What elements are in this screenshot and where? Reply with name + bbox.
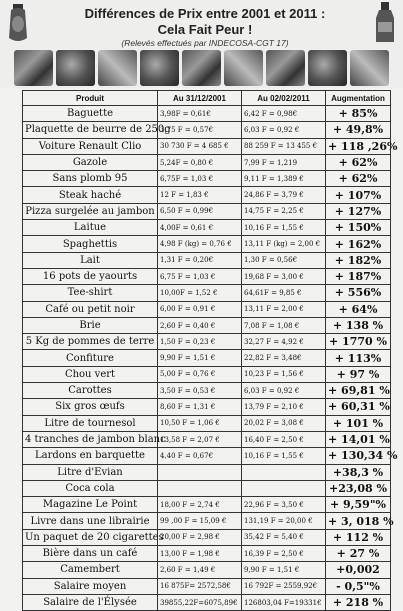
increase-cell: + 27 % (326, 546, 391, 562)
product-cell: 16 pots de yaourts (23, 268, 158, 284)
increase-cell: + 9,59"% (326, 497, 391, 513)
product-cell: Coca cola (23, 480, 158, 496)
table-row (23, 431, 391, 447)
price-2011-cell: 22,82 F = 3,48€ (242, 350, 326, 366)
product-cell: Sans plomb 95 (23, 171, 158, 187)
table-row (23, 154, 391, 170)
product-cell: Lait (23, 252, 158, 268)
table-row (23, 497, 391, 513)
price-2011-cell: 19,68 F = 3,00 € (242, 268, 326, 284)
price-2011-cell: 13,11 F = 2,00 € (242, 301, 326, 317)
price-2011-cell: 126803,04 F=19331€ (242, 594, 326, 610)
product-cell: Magazine Le Point (23, 497, 158, 513)
product-cell: Laitue (23, 220, 158, 236)
table-row (23, 366, 391, 382)
price-2001-cell: 1,50 F = 0,23 € (158, 334, 242, 350)
price-2011-cell: 7,99 F = 1,219 (242, 154, 326, 170)
product-cell: Spaghettis (23, 236, 158, 252)
product-cell: Steak haché (23, 187, 158, 203)
table-row (23, 562, 391, 578)
price-2001-cell (158, 464, 242, 480)
increase-cell: + 3, 018 % (326, 513, 391, 529)
increase-cell: + 556% (326, 285, 391, 301)
price-2011-cell: 88 259 F = 13 455 € (242, 138, 326, 154)
price-2011-cell (242, 480, 326, 496)
table-row (23, 529, 391, 545)
price-2001-cell (158, 480, 242, 496)
product-cell: Tee-shirt (23, 285, 158, 301)
price-2011-cell: 24,86 F = 3,79 € (242, 187, 326, 203)
food-photo (14, 50, 53, 86)
price-2001-cell: 18,00 F = 2,74 € (158, 497, 242, 513)
product-cell: Litre d'Evian (23, 464, 158, 480)
table-row (23, 350, 391, 366)
column-header-2011: Au 02/02/2011 (242, 91, 326, 106)
food-photo (140, 50, 179, 86)
increase-cell: + 138 % (326, 317, 391, 333)
product-cell: Lardons en barquette (23, 448, 158, 464)
pepper-grinder-icon (3, 2, 33, 44)
price-2001-cell: 3,75 F = 0,57€ (158, 122, 242, 138)
price-2011-cell: 9,90 F = 1,51 € (242, 562, 326, 578)
price-2011-cell: 131,19 F = 20,00 € (242, 513, 326, 529)
increase-cell: + 150% (326, 220, 391, 236)
increase-cell: + 69,81 % (326, 383, 391, 399)
table-row (23, 334, 391, 350)
increase-cell: +23,08 % (326, 480, 391, 496)
title-line-1: Différences de Prix entre 2001 et 2011 : (84, 6, 326, 21)
food-photo (266, 50, 305, 86)
price-2011-cell: 14,75 F = 2,25 € (242, 203, 326, 219)
price-2001-cell: 4,40 F = 0,67€ (158, 448, 242, 464)
price-2001-cell: 2,60 F = 0,40 € (158, 317, 242, 333)
price-2001-cell: 30 730 F = 4 685 € (158, 138, 242, 154)
price-2001-cell: 5,24F = 0,80 € (158, 154, 242, 170)
product-cell: Salaire moyen (23, 578, 158, 594)
increase-cell: + 97 % (326, 366, 391, 382)
increase-cell: + 101 % (326, 415, 391, 431)
food-photo (182, 50, 221, 86)
price-2001-cell: 10,50 F = 1,06 € (158, 415, 242, 431)
price-2001-cell: 8,60 F = 1,31 € (158, 399, 242, 415)
table-row (23, 594, 391, 610)
price-2001-cell: 1,31 F = 0,20€ (158, 252, 242, 268)
increase-cell: - 0,5"% (326, 578, 391, 594)
increase-cell: + 130,34 % (326, 448, 391, 464)
increase-cell: +38,3 % (326, 464, 391, 480)
page-title (55, 6, 355, 38)
table-body (23, 106, 398, 611)
increase-cell: + 112 % (326, 529, 391, 545)
product-cell: Plaquette de beurre de 250g (23, 122, 158, 138)
product-cell: Un paquet de 20 cigarettes (23, 529, 158, 545)
price-2001-cell: 6,75 F = 1,03 € (158, 268, 242, 284)
column-header-product: Produit (23, 91, 158, 106)
price-2001-cell: 6,75F = 1,03 € (158, 171, 242, 187)
food-photo (56, 50, 95, 86)
food-photo (308, 50, 347, 86)
price-2011-cell: 13,79 F = 2,10 € (242, 399, 326, 415)
bottle-icon (370, 2, 400, 44)
food-photo-strip (14, 50, 389, 86)
price-2001-cell: 4,98 F (kg) = 0,76 € (158, 236, 242, 252)
increase-cell: + 62% (326, 154, 391, 170)
food-photo (350, 50, 389, 86)
product-cell: Litre de tournesol (23, 415, 158, 431)
table-row (23, 301, 391, 317)
price-2001-cell: 3,50 F = 0,53 € (158, 383, 242, 399)
table-row (23, 383, 391, 399)
price-2011-cell: 9,11 F = 1,389 € (242, 171, 326, 187)
product-cell: Chou vert (23, 366, 158, 382)
increase-cell: + 187% (326, 268, 391, 284)
product-cell: Voiture Renault Clio (23, 138, 158, 154)
increase-cell: + 85% (326, 106, 391, 122)
price-2011-cell: 20,02 F = 3,08 € (242, 415, 326, 431)
table-row (23, 399, 391, 415)
price-2011-cell: 10,23 F = 1,56 € (242, 366, 326, 382)
price-2011-cell: 10,16 F = 1,55 € (242, 220, 326, 236)
increase-cell: + 218 % (326, 594, 391, 610)
product-cell: Brie (23, 317, 158, 333)
price-2001-cell: 99 ,00 F = 15,09 € (158, 513, 242, 529)
product-cell: Café ou petit noir (23, 301, 158, 317)
page-subtitle: (Relevés effectués par INDECOSA-CGT 17) (121, 38, 289, 48)
document-header (0, 0, 403, 88)
price-2011-cell: 16,39 F = 2,50 € (242, 546, 326, 562)
increase-cell: + 113% (326, 350, 391, 366)
column-header-increase: Augmentation (326, 91, 391, 106)
price-2001-cell: 13,58 F = 2,07 € (158, 431, 242, 447)
price-2001-cell: 12 F = 1,83 € (158, 187, 242, 203)
price-2001-cell: 5,00 F = 0,76 € (158, 366, 242, 382)
table-row (23, 171, 391, 187)
table-row (23, 236, 391, 252)
product-cell: 4 tranches de jambon blanc (23, 431, 158, 447)
price-2011-cell: 32,27 F = 4,92 € (242, 334, 326, 350)
increase-cell: + 14,01 % (326, 431, 391, 447)
price-2001-cell: 16 875F= 2572,58€ (158, 578, 242, 594)
table-row (23, 203, 391, 219)
table-row (23, 106, 391, 122)
price-comparison-table (22, 90, 398, 611)
table-row (23, 513, 391, 529)
increase-cell: + 162% (326, 236, 391, 252)
table-row (23, 122, 391, 138)
increase-cell: + 182% (326, 252, 391, 268)
product-cell: Six gros œufs (23, 399, 158, 415)
table-header-row (23, 91, 391, 106)
product-cell: Camembert (23, 562, 158, 578)
increase-cell: + 127% (326, 203, 391, 219)
product-cell: Salaire de l'Élysée (23, 594, 158, 610)
table-row (23, 480, 391, 496)
table-row (23, 415, 391, 431)
price-2011-cell: 1,30 F = 0,56€ (242, 252, 326, 268)
table-row (23, 285, 391, 301)
price-2011-cell: 6,03 F = 0,92 € (242, 122, 326, 138)
food-photo (224, 50, 263, 86)
price-2001-cell: 20,00 F = 2,98 € (158, 529, 242, 545)
product-cell: Baguette (23, 106, 158, 122)
increase-cell: + 62% (326, 171, 391, 187)
table-row (23, 138, 391, 154)
product-cell: Gazole (23, 154, 158, 170)
increase-cell: + 49,8% (326, 122, 391, 138)
title-line-2: Cela Fait Peur ! (157, 22, 253, 37)
price-2001-cell: 6,00 F = 0,91 € (158, 301, 242, 317)
price-2001-cell: 2,60 F = 1,49 € (158, 562, 242, 578)
food-photo (98, 50, 137, 86)
price-2011-cell: 16,40 F = 2,50 € (242, 431, 326, 447)
table-row (23, 268, 391, 284)
increase-cell: + 107% (326, 187, 391, 203)
table-row (23, 187, 391, 203)
price-2001-cell: 4,00F = 0,61 € (158, 220, 242, 236)
table-row (23, 546, 391, 562)
price-2011-cell: 64,61F = 9,85 € (242, 285, 326, 301)
price-2001-cell: 39855,22F=6075,89€ (158, 594, 242, 610)
increase-cell: + 1770 % (326, 334, 391, 350)
price-2011-cell: 35,42 F = 5,40 € (242, 529, 326, 545)
price-2001-cell: 6,50 F = 0,99€ (158, 203, 242, 219)
table-row (23, 578, 391, 594)
price-2001-cell: 9,90 F = 1,51 € (158, 350, 242, 366)
product-cell: 5 Kg de pommes de terre (23, 334, 158, 350)
price-2001-cell: 10,00F = 1,52 € (158, 285, 242, 301)
table-row (23, 220, 391, 236)
price-2011-cell: 6,03 F = 0,92 € (242, 383, 326, 399)
price-2011-cell: 16 792F = 2559,92€ (242, 578, 326, 594)
price-2011-cell: 10,16 F = 1,55 € (242, 448, 326, 464)
table-row (23, 464, 391, 480)
table-row (23, 317, 391, 333)
price-2011-cell: 13,11 F (kg) = 2,00 € (242, 236, 326, 252)
price-2011-cell (242, 464, 326, 480)
price-2001-cell: 3,98F = 0,61€ (158, 106, 242, 122)
product-cell: Confiture (23, 350, 158, 366)
increase-cell: + 118 ,26% (326, 138, 391, 154)
product-cell: Pizza surgelée au jambon (23, 203, 158, 219)
price-2011-cell: 6,42 F = 0,98€ (242, 106, 326, 122)
product-cell: Bière dans un café (23, 546, 158, 562)
increase-cell: + 60,31 % (326, 399, 391, 415)
price-2011-cell: 7,08 F = 1,08 € (242, 317, 326, 333)
product-cell: Livre dans une librairie (23, 513, 158, 529)
table-row (23, 448, 391, 464)
table-row (23, 252, 391, 268)
increase-cell: + 64% (326, 301, 391, 317)
price-2001-cell: 13,00 F = 1,98 € (158, 546, 242, 562)
increase-cell: +0,002 (326, 562, 391, 578)
column-header-2001: Au 31/12/2001 (158, 91, 242, 106)
price-2011-cell: 22,96 F = 3,50 € (242, 497, 326, 513)
product-cell: Carottes (23, 383, 158, 399)
